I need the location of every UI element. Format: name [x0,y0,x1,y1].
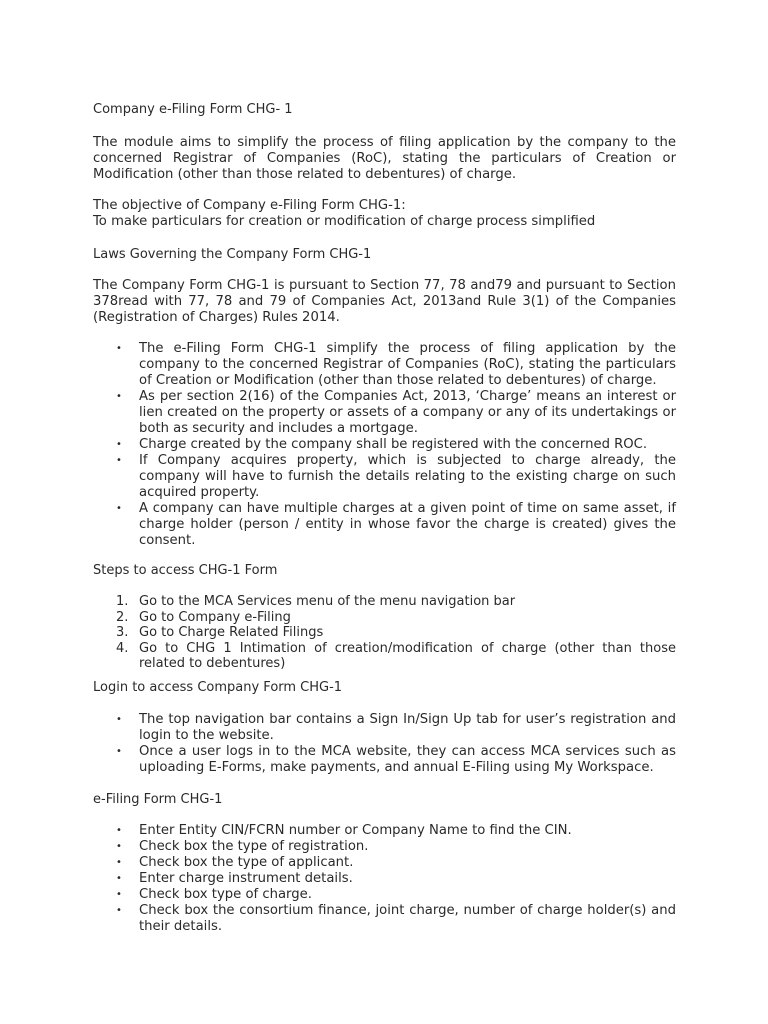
list-item-text: Check box the type of applicant. [139,855,354,870]
bullet-icon: • [116,841,122,852]
bullet-icon: • [116,455,122,466]
objective-text: To make particulars for creation or modification of charge process simplified [93,214,596,229]
step-item [116,641,676,672]
step-item [116,594,676,610]
list-item [116,823,676,839]
list-item-text: The e-Filing Form CHG-1 simplify the process of filing application by the company to the concerned Registrar of Companies (RoC), stating the particulars of Creation or Modification (other than those related to debentures) of charge. [139,341,676,388]
login-bullet-list [116,712,676,776]
list-item [116,389,676,437]
laws-heading: Laws Governing the Company Form CHG-1 [93,247,372,262]
step-item [116,625,676,641]
list-item [116,341,676,389]
list-item [116,501,676,549]
list-item-text: As per section 2(16) of the Companies Act, 2013, ‘Charge’ means an interest or lien created on the property or assets of a company or any of its undertakings or both as security and includes a mortgage. [139,389,676,436]
bullet-icon: • [116,889,122,900]
efiling-heading: e-Filing Form CHG-1 [93,792,223,807]
bullet-icon: • [116,825,122,836]
bullet-icon: • [116,746,122,757]
step-text: Go to the MCA Services menu of the menu navigation bar [139,594,516,609]
list-item-text: Enter Entity CIN/FCRN number or Company Name to find the CIN. [139,823,572,838]
list-item [116,453,676,501]
step-text: Go to Company e-Filing [139,609,291,625]
step-number: 3. [116,625,129,640]
laws-paragraph: The Company Form CHG-1 is pursuant to Section 77, 78 and79 and pursuant to Section 378read with 77, 78 and 79 of Companies Act, 2013and Rule 3(1) of the Companies (Registration of Charges) Rules 2014. [93,278,676,325]
list-item-text: Check box the consortium finance, joint charge, number of charge holder(s) and their details. [139,903,676,934]
list-item [116,887,676,903]
bullet-icon: • [116,439,122,450]
list-item [116,871,676,887]
steps-list [116,594,676,672]
bullet-icon: • [116,714,122,725]
list-item [116,712,676,744]
list-item-text: Once a user logs in to the MCA website, they can access MCA services such as uploading E-Forms, make payments, and annual E-Filing using My Workspace. [139,744,676,775]
bullet-icon: • [116,873,122,884]
bullet-icon: • [116,905,122,916]
step-number: 2. [116,609,129,625]
list-item [116,744,676,776]
list-item-text: If Company acquires property, which is subjected to charge already, the company will have to furnish the details relating to the existing charge on such acquired property. [139,453,676,500]
steps-heading: Steps to access CHG-1 Form [93,563,278,578]
laws-bullet-list [116,341,676,549]
intro-paragraph: The module aims to simplify the process of filing application by the company to the concerned Registrar of Companies (RoC), stating the particulars of Creation or Modification (other than those related to debentures) of charge. [93,135,676,182]
bullet-icon: • [116,343,122,354]
list-item [116,839,676,855]
list-item-text: Check box the type of registration. [139,839,369,854]
document-title: Company e-Filing Form CHG- 1 [93,102,293,117]
bullet-icon: • [116,503,122,514]
step-text: Go to CHG 1 Intimation of creation/modification of charge (other than those related to debentures) [139,640,676,671]
bullet-icon: • [116,857,122,868]
list-item [116,437,676,453]
list-item-text: Check box type of charge. [139,887,312,902]
efiling-bullet-list [116,823,676,935]
step-number: 4. [116,640,129,656]
list-item-text: Enter charge instrument details. [139,871,353,886]
step-text: Go to Charge Related Filings [139,625,324,640]
list-item-text: Charge created by the company shall be registered with the concerned ROC. [139,437,648,452]
step-number: 1. [116,594,129,609]
list-item-text: A company can have multiple charges at a given point of time on same asset, if charge holder (person / entity in whose favor the charge is created) gives the consent. [139,501,676,548]
list-item [116,855,676,871]
list-item-text: The top navigation bar contains a Sign In/Sign Up tab for user’s registration and login to the website. [139,712,676,743]
list-item [116,903,676,935]
objective-label: The objective of Company e-Filing Form CHG-1: [93,198,406,213]
login-heading: Login to access Company Form CHG-1 [93,680,343,695]
step-item [116,610,676,626]
bullet-icon: • [116,391,122,402]
